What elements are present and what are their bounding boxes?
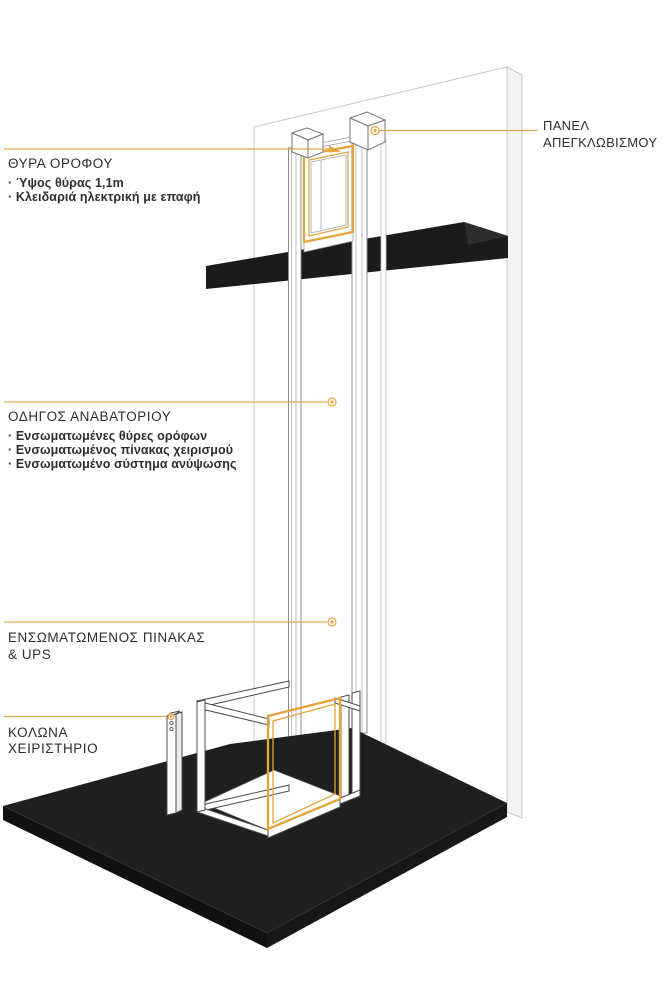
rail-cap-left <box>292 128 323 158</box>
cabin-front-right-post <box>341 695 349 798</box>
label-release-panel-line2: ΑΠΕΓΚΛΩΒΙΣΜΟΥ <box>543 134 658 150</box>
label-release-panel <box>543 118 657 151</box>
label-guide-bullet: · Ενσωματωμένες θύρες ορόφων <box>8 428 208 443</box>
label-floor-door-bullet: · Κλειδαριά ηλεκτρική με επαφή <box>8 189 201 204</box>
label-control-column <box>8 725 98 756</box>
label-floor-door <box>8 156 200 204</box>
label-control-column-line1: ΚΟΛΩΝΑ <box>8 725 69 740</box>
dot-guide <box>328 398 336 406</box>
rail-side-strip <box>381 140 386 743</box>
label-panel-ups <box>8 629 205 663</box>
label-panel-ups-line1: ΕΝΣΩΜΑΤΩΜΕΝΟΣ ΠΙΝΑΚΑΣ <box>8 630 206 645</box>
label-guide-bullet: · Ενσωματωμένο σύστημα ανύψωσης <box>8 456 237 471</box>
dot-release-panel <box>371 127 379 135</box>
label-release-panel-line1: ΠΑΝΕΛ <box>543 118 590 133</box>
label-control-column-line2: ΧΕΙΡΙΣΤΗΡΙΟ <box>8 740 99 756</box>
label-guide-heading: ΟΔΗΓΟΣ ΑΝΑΒΑΤΟΡΙΟΥ <box>8 409 172 424</box>
label-panel-ups-line2: & UPS <box>8 647 52 662</box>
label-floor-door-heading: ΘΥΡΑ ΟΡΟΦΟΥ <box>8 156 113 171</box>
dot-panel-ups <box>328 618 336 626</box>
label-guide-bullet: · Ενσωματωμένος πίνακας χειρισμού <box>8 442 234 457</box>
label-floor-door-bullet: · Ύψος θύρας 1,1m <box>8 175 124 190</box>
guide-rail-left <box>289 148 302 745</box>
control-column <box>167 711 182 815</box>
label-guide <box>8 409 237 471</box>
cabin-back-left-post <box>197 700 205 812</box>
dot-control-column <box>168 714 174 720</box>
